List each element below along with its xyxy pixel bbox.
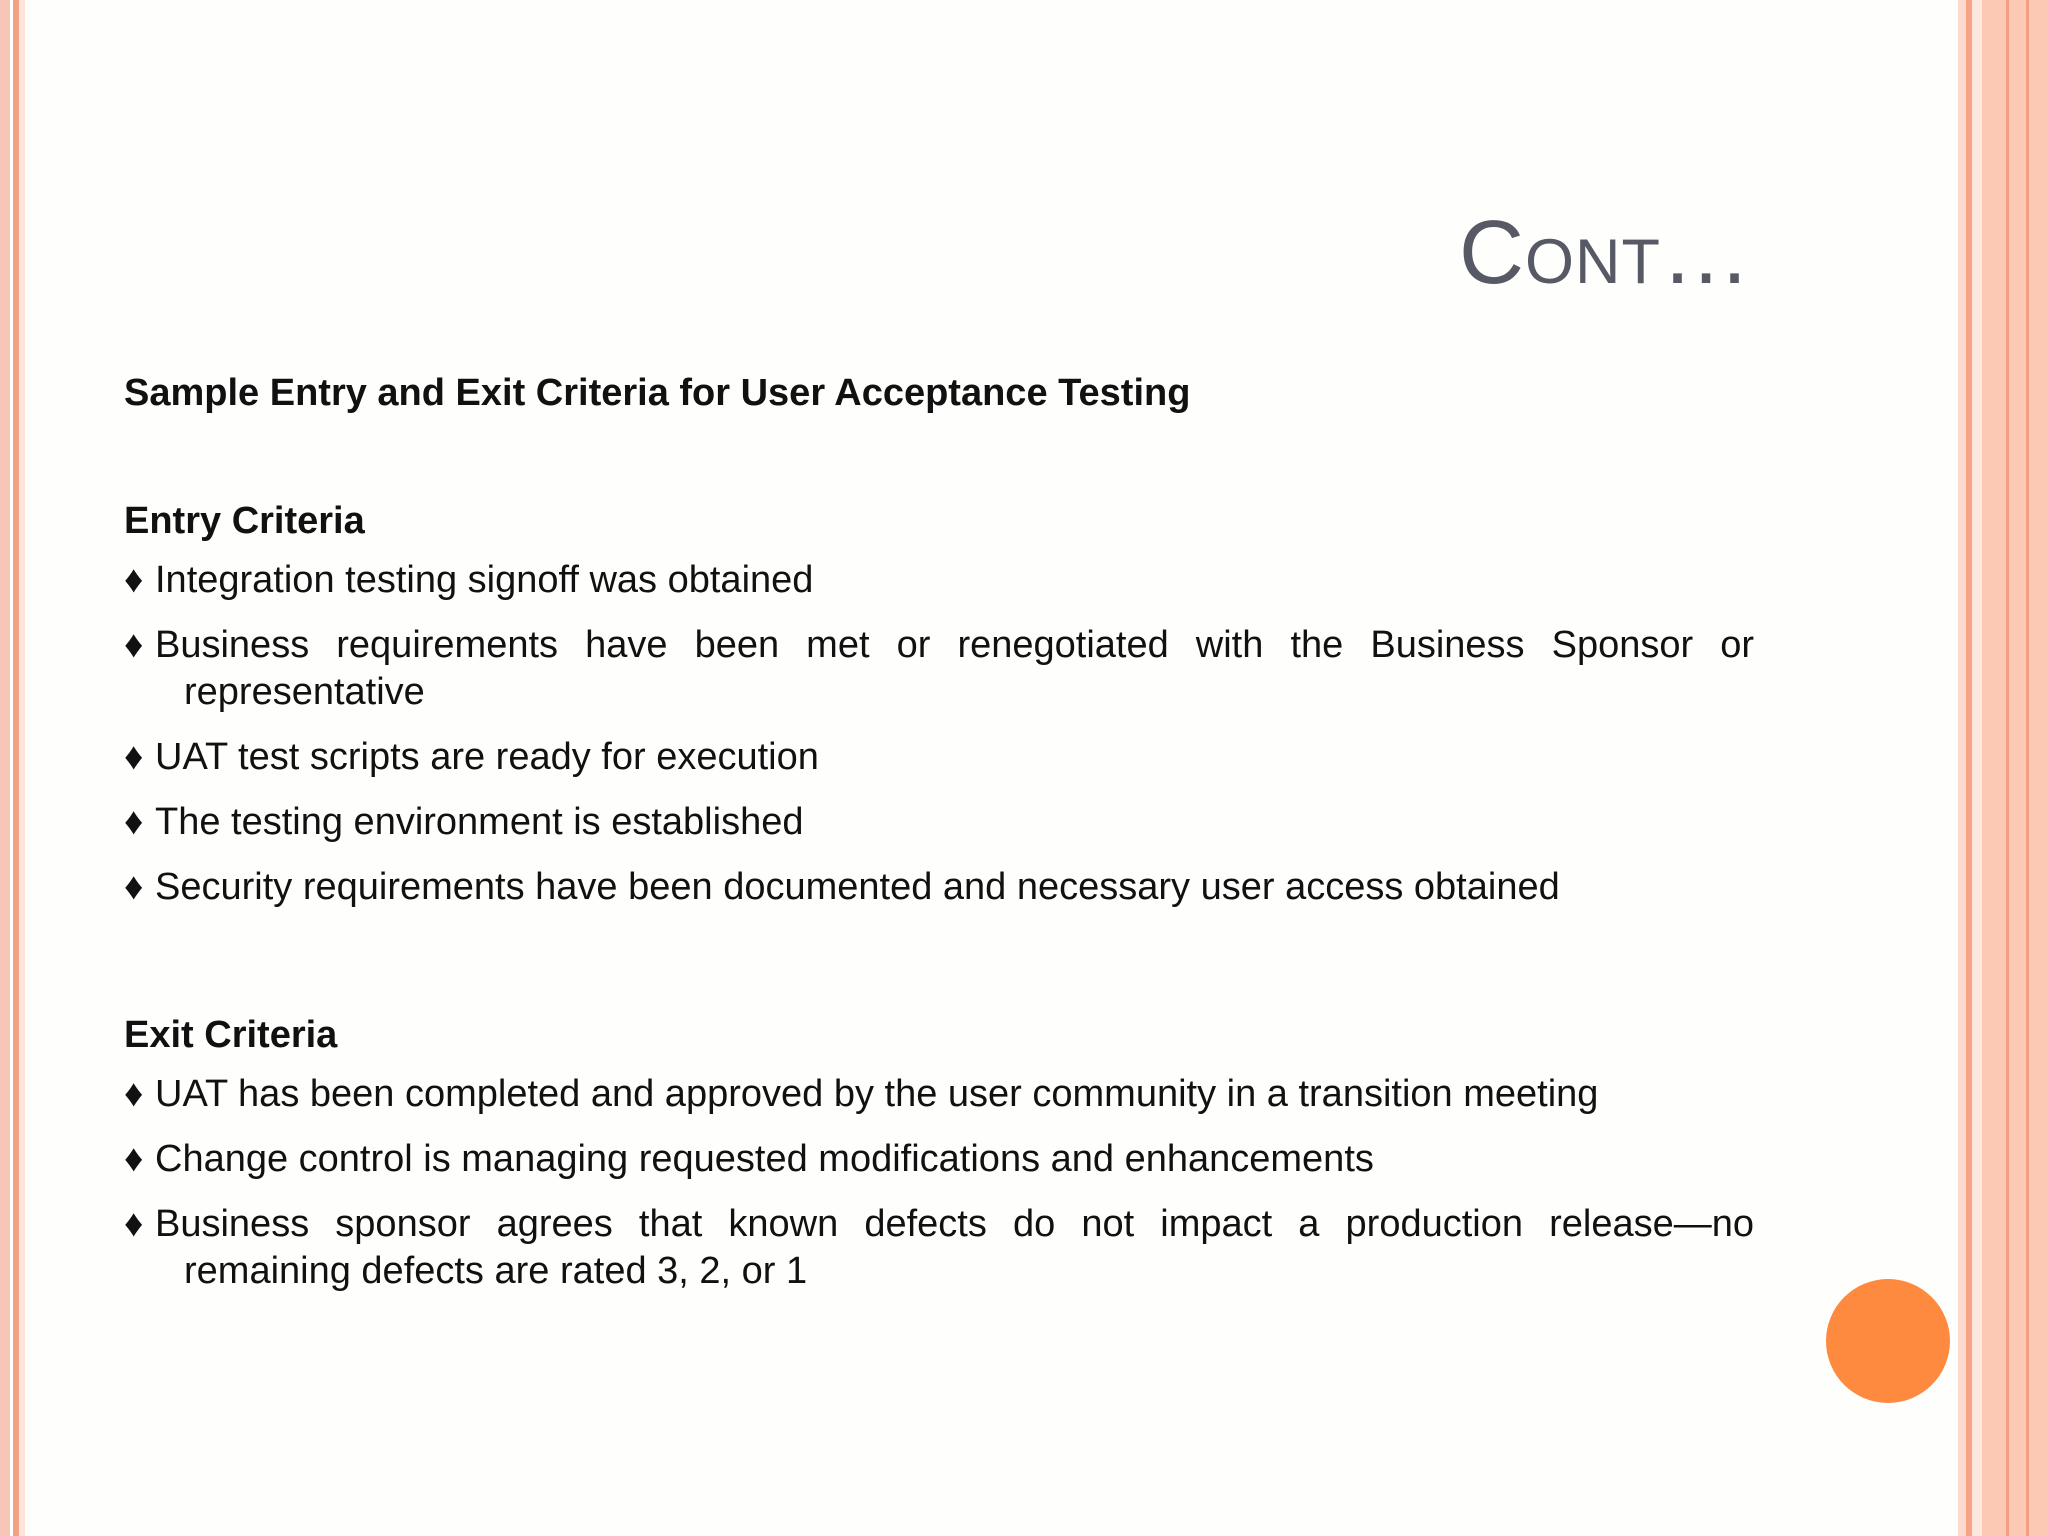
slide-title: Cont… [1459,203,1752,303]
list-item: ♦ Integration testing signoff was obtained [124,557,1754,604]
diamond-bullet-icon: ♦ [124,559,144,601]
entry-criteria-list [124,557,1754,911]
diamond-bullet-icon: ♦ [124,1073,144,1115]
left-border-inner [19,0,25,1536]
diamond-bullet-icon: ♦ [124,866,144,908]
list-item: ♦ Change control is managing requested modifications and enhancements [124,1136,1754,1183]
list-item: ♦ The testing environment is established [124,799,1754,846]
diamond-bullet-icon: ♦ [124,1138,144,1180]
diamond-bullet-icon: ♦ [124,624,144,666]
exit-criteria-list [124,1071,1754,1295]
diamond-bullet-icon: ♦ [124,1203,144,1245]
right-border-peach [1982,0,2048,1536]
diamond-bullet-icon: ♦ [124,801,144,843]
right-border-line-3 [2026,0,2029,1536]
left-border-stripe [0,0,10,1536]
slide-content [124,365,1754,1313]
entry-criteria-heading: Entry Criteria [124,500,365,542]
list-item: ♦ Business sponsor agrees that known defects do not impact a production release—no remaining defects are rated 3, 2, or 1 [124,1203,1754,1292]
right-border-band [1958,0,1966,1536]
list-item: ♦ UAT test scripts are ready for execution [124,734,1754,781]
list-item: ♦ UAT has been completed and approved by the user community in a transition meeting [124,1071,1754,1118]
orange-circle-decoration [1826,1279,1950,1403]
slide-subtitle: Sample Entry and Exit Criteria for User Acceptance Testing [124,372,1191,414]
list-item: ♦ Security requirements have been documented and necessary user access obtained [124,864,1754,911]
list-item: ♦ Business requirements have been met or renegotiated with the Business Sponsor or representative [124,624,1754,713]
right-border-band-mid [1972,0,1982,1536]
exit-criteria-heading: Exit Criteria [124,1014,338,1056]
right-border-line-2 [2006,0,2009,1536]
diamond-bullet-icon: ♦ [124,736,144,778]
